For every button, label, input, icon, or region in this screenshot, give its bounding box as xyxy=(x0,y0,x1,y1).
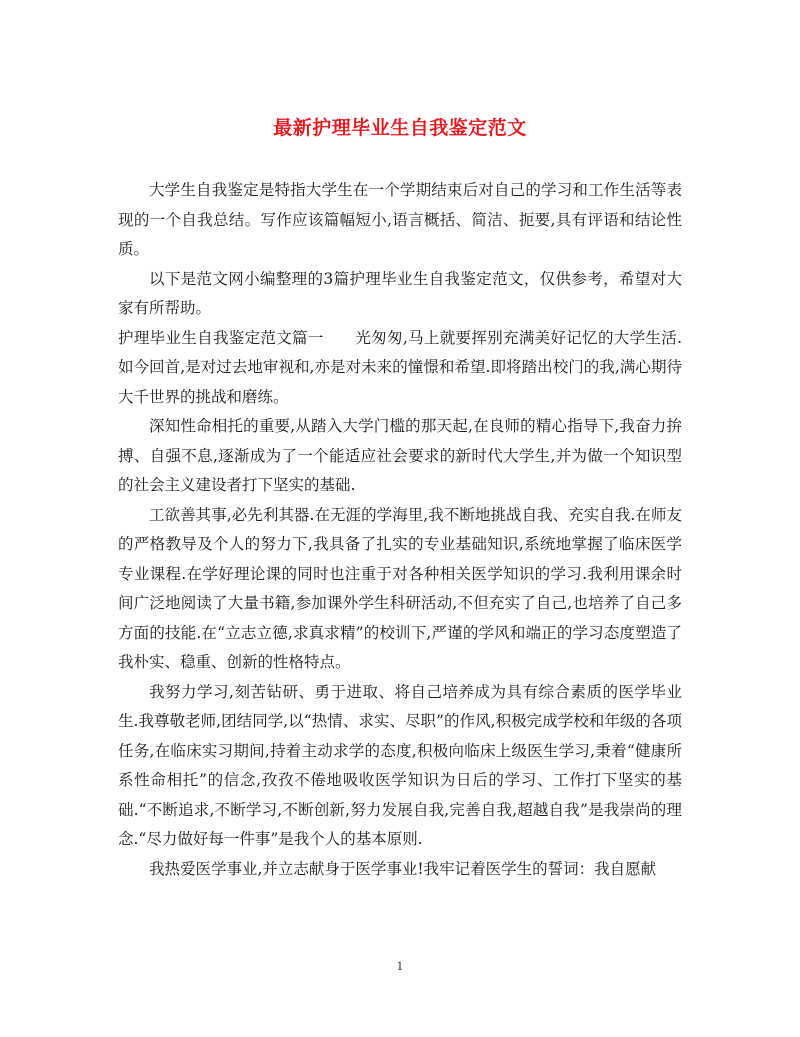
paragraph-study: 工欲善其事,必先利其器.在无涯的学海里,我不断地挑战自我、充实自我.在师友的严格教导及个人的努力下,我具备了扎实的专业基础知识,系统地掌握了临床医学专业课程.在学好理论课的同时也注重于对各种相关医学知识的学习.我利用课余时间广泛地阅读了大量书籍,参加课外学生科研活动,不但充实了自己,也培养了自己多方面的技能.在“立志立德,求真求精”的校训下,严谨的学风和端正的学习态度塑造了我朴实、稳重、创新的性格特点。 xyxy=(118,505,682,671)
page-number: 1 xyxy=(396,960,404,973)
paragraph-intro: 大学生自我鉴定是特指大学生在一个学期结束后对自己的学习和工作生活等表现的一个自我总结。写作应该篇幅短小,语言概括、简洁、扼要,具有评语和结论性质。 xyxy=(118,181,682,258)
paragraph-section-one: 护理毕业生自我鉴定范文篇一 光匆匆,马上就要挥别充满美好记忆的大学生活.如今回首,是对过去地审视和,亦是对未来的憧憬和希望.即将踏出校门的我,满心期待大千世界的挑战和磨练。 xyxy=(118,328,682,406)
document-body xyxy=(118,176,682,884)
paragraph-note: 以下是范文网小编整理的3篇护理毕业生自我鉴定范文，仅供参考，希望对大家有所帮助。 xyxy=(118,269,682,317)
document-title: 最新护理毕业生自我鉴定范文 xyxy=(273,117,527,139)
paragraph-dedication: 我热爱医学事业,并立志献身于医学事业!我牢记着医学生的誓词：我自愿献 xyxy=(149,859,657,878)
paragraph-foundation: 深知性命相托的重要,从踏入大学门槛的那天起,在良师的精心指导下,我奋力拚搏、自强不息,逐渐成为了一个能适应社会要求的新时代大学生,并为做一个知识型的社会主义建设者打下坚实的基础. xyxy=(118,417,682,494)
paragraph-effort: 我努力学习,刻苦钻研、勇于进取、将自己培养成为具有综合素质的医学毕业生.我尊敬老师,团结同学,以“热情、求实、尽职”的作风,积极完成学校和年级的各项任务,在临床实习期间,持着主动求学的态度,积极向临床上级医生学习,秉着“健康所系性命相托”的信念,孜孜不倦地吸收医学知识为日后的学习、工作打下坚实的基础.“不断追求,不断学习,不断创新,努力发展自我,完善自我,超越自我”是我崇尚的理念.“尽力做好每一件事”是我个人的基本原则. xyxy=(118,682,682,848)
